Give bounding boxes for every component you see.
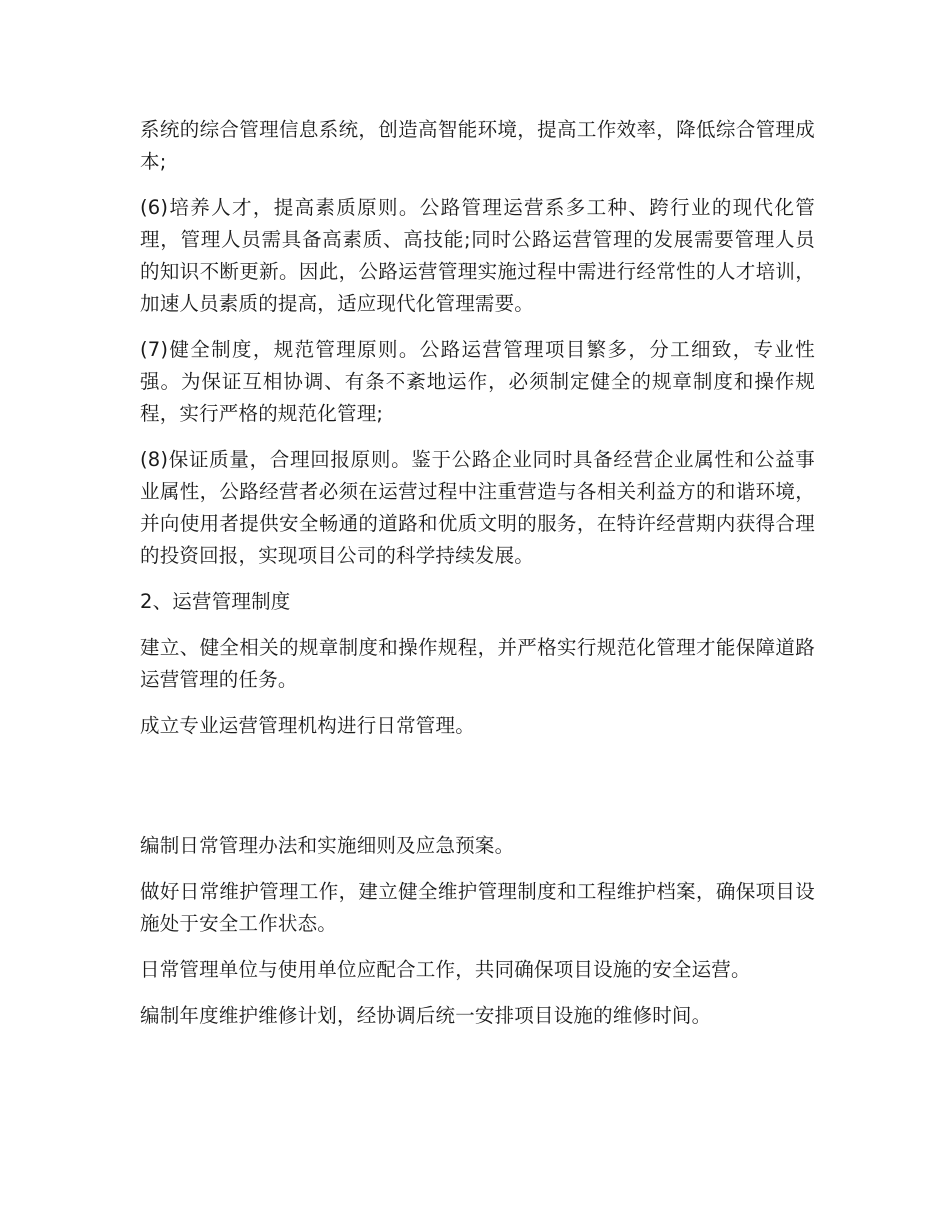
paragraph: 系统的综合管理信息系统，创造高智能环境，提高工作效率，降低综合管理成本; <box>140 118 815 173</box>
paragraph: 建立、健全相关的规章制度和操作规程，并严格实行规范化管理才能保障道路运营管理的任务。 <box>140 636 815 691</box>
section-heading: 2、运营管理制度 <box>140 590 291 613</box>
document-body <box>140 114 815 1046</box>
paragraph: 做好日常维护管理工作，建立健全维护管理制度和工程维护档案，确保项目设施处于安全工作状态。 <box>140 880 815 935</box>
paragraph: (6)培养人才，提高素质原则。公路管理运营系多工种、跨行业的现代化管理，管理人员需具备高素质、高技能;同时公路运营管理的发展需要管理人员的知识不断更新。因此，公路运营管理实施过程中需进行经常性的人才培训，加速人员素质的提高，适应现代化管理需要。 <box>140 196 815 315</box>
paragraph: 成立专业运营管理机构进行日常管理。 <box>140 714 475 737</box>
paragraph: 编制年度维护维修计划，经协调后统一安排项目设施的维修时间。 <box>140 1004 712 1027</box>
paragraph: 日常管理单位与使用单位应配合工作，共同确保项目设施的安全运营。 <box>140 958 751 981</box>
blank-gap <box>140 756 815 830</box>
paragraph: 编制日常管理办法和实施细则及应急预案。 <box>140 834 515 857</box>
paragraph: (8)保证质量，合理回报原则。鉴于公路企业同时具备经营企业属性和公益事业属性，公路经营者必须在运营过程中注重营造与各相关利益方的和谐环境，并向使用者提供安全畅通的道路和优质文明的服务，在特许经营期内获得合理的投资回报，实现项目公司的科学持续发展。 <box>140 448 815 567</box>
paragraph: (7)健全制度，规范管理原则。公路运营管理项目繁多，分工细致，专业性强。为保证互相协调、有条不紊地运作，必须制定健全的规章制度和操作规程，实行严格的规范化管理; <box>140 338 815 425</box>
